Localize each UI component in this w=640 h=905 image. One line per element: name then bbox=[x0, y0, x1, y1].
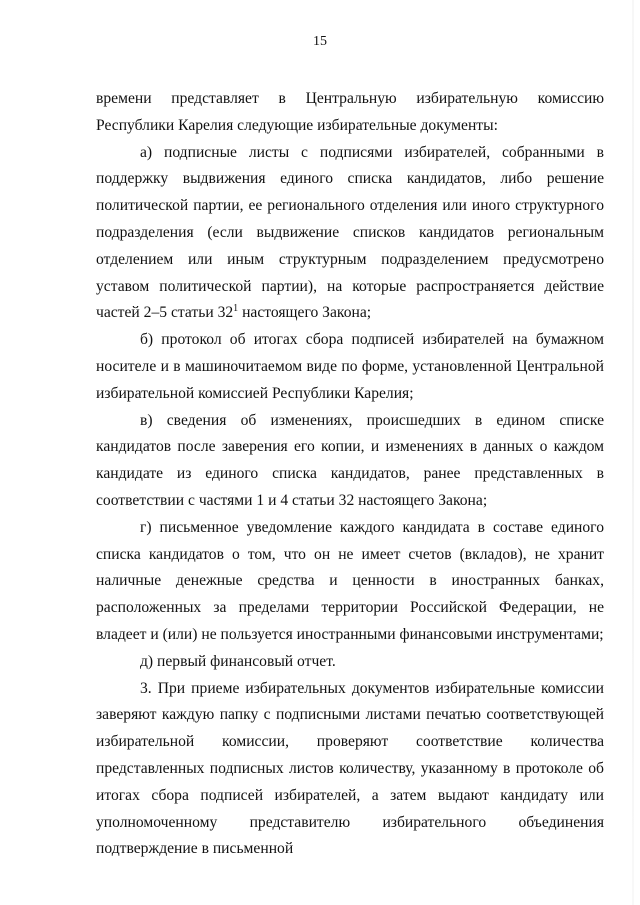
paragraph-item-d: д) первый финансовый отчет. bbox=[140, 652, 336, 670]
document-body bbox=[96, 86, 604, 863]
paragraph-item-g: г) письменное уведомление каждого кандидата в составе единого списка кандидатов о том, что он не имеет счетов (вкладов), не хранит наличные денежные средства и ценности в иностранных банках, расположенных за пределами территории Российской Федерации, не владеет и (или) не пользуется иностранными финансовыми инструментами; bbox=[96, 518, 604, 643]
scan-edge-shadow bbox=[632, 0, 634, 905]
page-number: 15 bbox=[313, 34, 327, 49]
paragraph-item-a-text: а) подписные листы с подписями избирателей, собранными в поддержку выдвижения единого списка кандидатов, либо решение политической партии, ее регионального отделения или иного структурного подразделения (если выдвижение списков кандидатов региональным отделением или иным структурным подразделением предусмотрено уставом политической партии), на которые распространяется действие частей 2–5 статьи 32 bbox=[96, 143, 604, 322]
paragraph-item-a-tail: настоящего Закона; bbox=[238, 304, 372, 322]
paragraph-item-b: б) протокол об итогах сбора подписей избирателей на бумажном носителе и в машиночитаемом виде по форме, установленной Центральной избирательной комиссией Республики Карелия; bbox=[96, 331, 604, 402]
paragraph-item-a bbox=[96, 140, 604, 328]
paragraph-section-3: 3. При приеме избирательных документов избирательные комиссии заверяют каждую папку с подписными листами печатью соответствующей избирательной комиссии, проверяют соответствие количества представленных подписных листов количеству, указанному в протоколе об итогах сбора подписей избирателей, а затем выдают кандидату или уполномоченному представителю избирательного объединения подтверждение в письменной bbox=[96, 679, 604, 858]
paragraph-intro: времени представляет в Центральную избирательную комиссию Республики Карелия следующие избирательные документы: bbox=[96, 90, 604, 134]
paragraph-item-v: в) сведения об изменениях, происшедших в едином списке кандидатов после заверения его копии, и изменениях в данных о каждом кандидате из единого списка кандидатов, ранее представленных в соответствии с частями 1 и 4 статьи 32 настоящего Закона; bbox=[96, 411, 604, 509]
superscript-marker: 1 bbox=[233, 303, 239, 315]
